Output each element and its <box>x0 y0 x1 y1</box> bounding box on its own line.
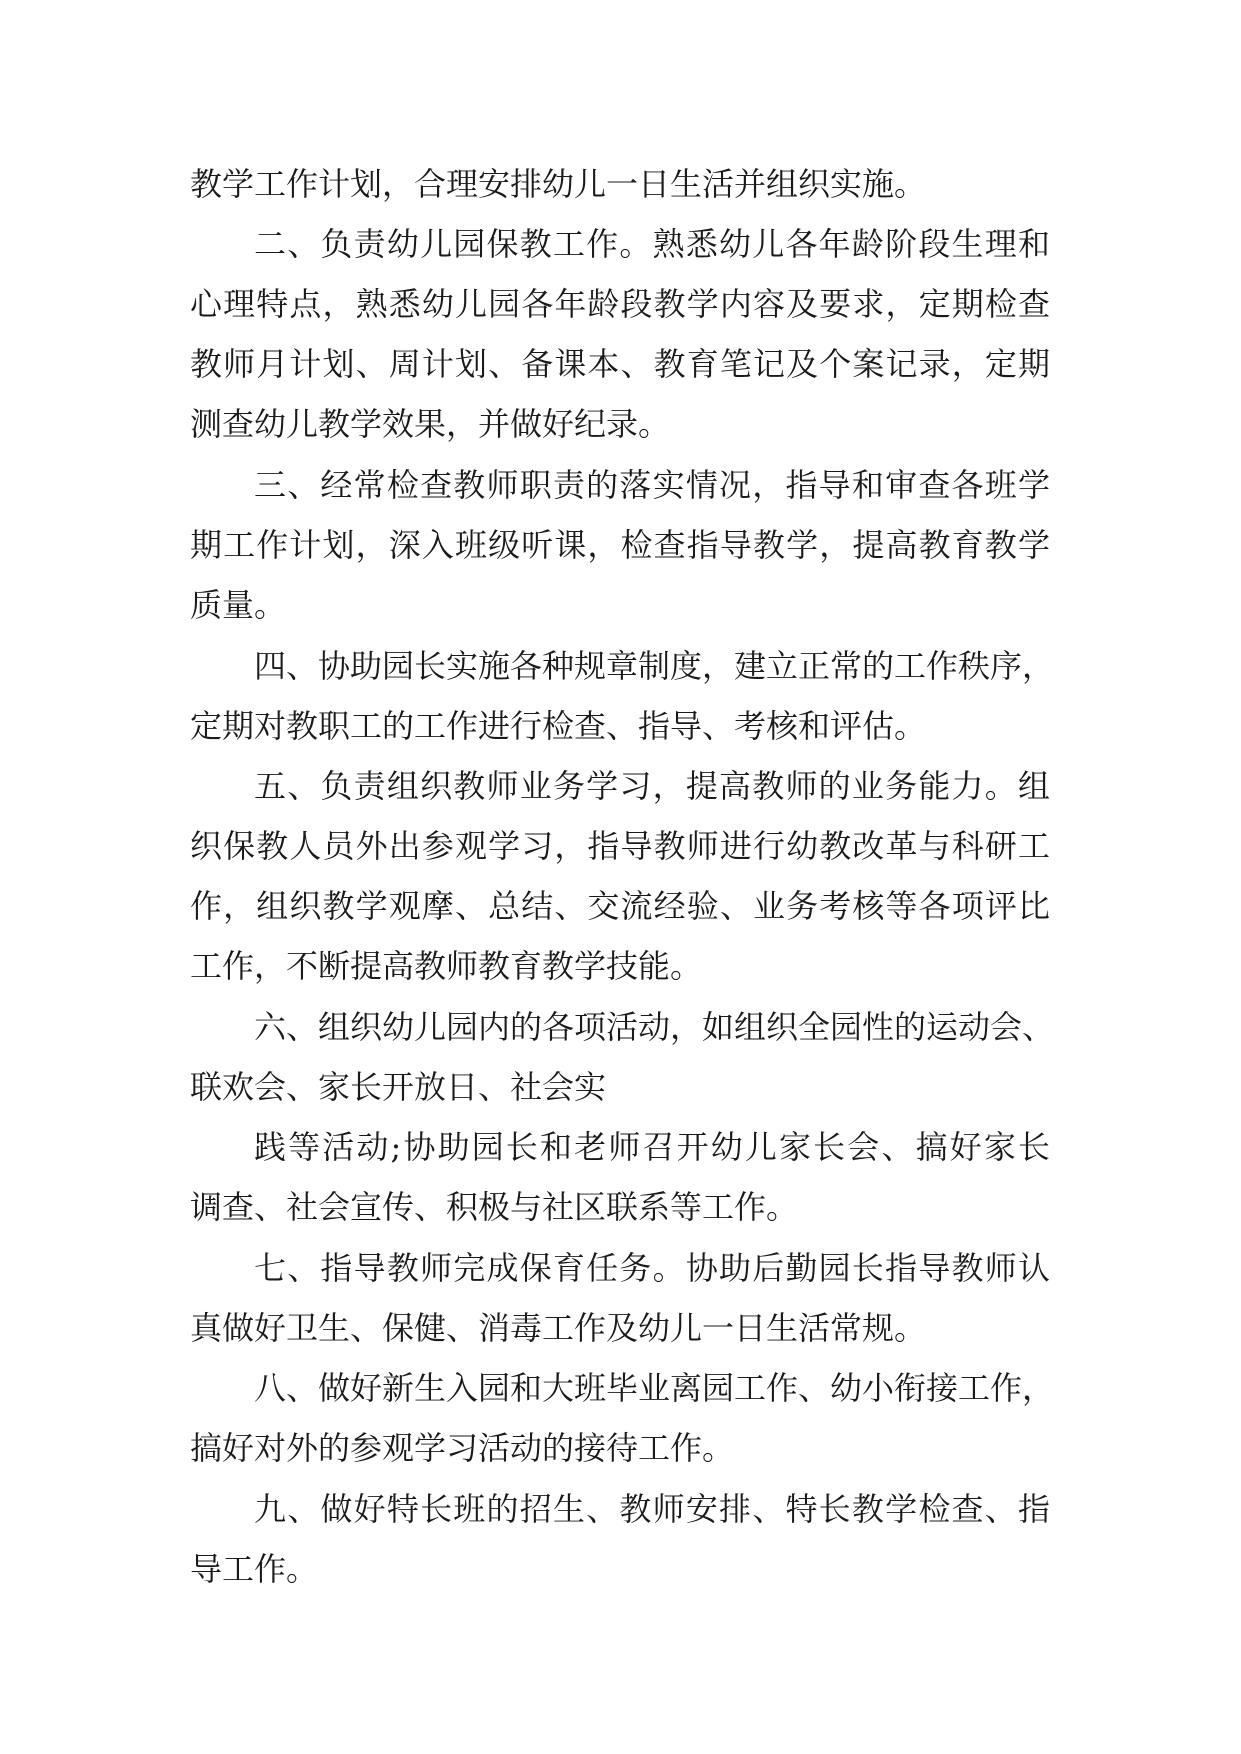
text-line: 搞好对外的参观学习活动的接待工作。 <box>190 1429 735 1467</box>
text-line: 织保教人员外出参观学习，指导教师进行幼教改革与科研工 <box>190 827 1050 865</box>
text-line: 践等活动;协助园长和老师召开幼儿家长会、搞好家长 <box>254 1128 1050 1166</box>
text-line: 工作，不断提高教师教育教学技能。 <box>190 947 703 985</box>
text-line: 质量。 <box>190 586 287 624</box>
text-line: 联欢会、家长开放日、社会实 <box>190 1068 607 1106</box>
text-line: 九、做好特长班的招生、教师安排、特长教学检查、指 <box>254 1490 1050 1528</box>
text-line: 教学工作计划，合理安排幼儿一日生活并组织实施。 <box>190 165 927 203</box>
text-line: 调查、社会宣传、积极与社区联系等工作。 <box>190 1188 799 1226</box>
text-line: 真做好卫生、保健、消毒工作及幼儿一日生活常规。 <box>190 1309 927 1347</box>
text-line: 期工作计划，深入班级听课，检查指导教学，提高教育教学 <box>190 526 1050 564</box>
text-line: 三、经常检查教师职责的落实情况，指导和审查各班学 <box>254 466 1050 504</box>
text-line: 四、协助园长实施各种规章制度，建立正常的工作秩序， <box>254 647 1055 685</box>
text-line: 五、负责组织教师业务学习，提高教师的业务能力。组 <box>254 767 1050 805</box>
text-line: 定期对教职工的工作进行检查、指导、考核和评估。 <box>190 707 927 745</box>
text-line: 测查幼儿教学效果，并做好纪录。 <box>190 405 671 443</box>
text-line: 导工作。 <box>190 1550 319 1588</box>
text-line: 七、指导教师完成保育任务。协助后勤园长指导教师认 <box>254 1249 1050 1287</box>
text-line: 八、做好新生入园和大班毕业离园工作、幼小衔接工作， <box>254 1369 1055 1407</box>
text-line: 二、负责幼儿园保教工作。熟悉幼儿各年龄阶段生理和 <box>254 225 1050 263</box>
text-line: 心理特点，熟悉幼儿园各年龄段教学内容及要求，定期检查 <box>190 285 1050 323</box>
text-line: 六、组织幼儿园内的各项活动，如组织全园性的运动会、 <box>254 1008 1055 1046</box>
text-line: 作，组织教学观摩、总结、交流经验、业务考核等各项评比 <box>190 887 1050 925</box>
text-line: 教师月计划、周计划、备课本、教育笔记及个案记录，定期 <box>190 345 1050 383</box>
